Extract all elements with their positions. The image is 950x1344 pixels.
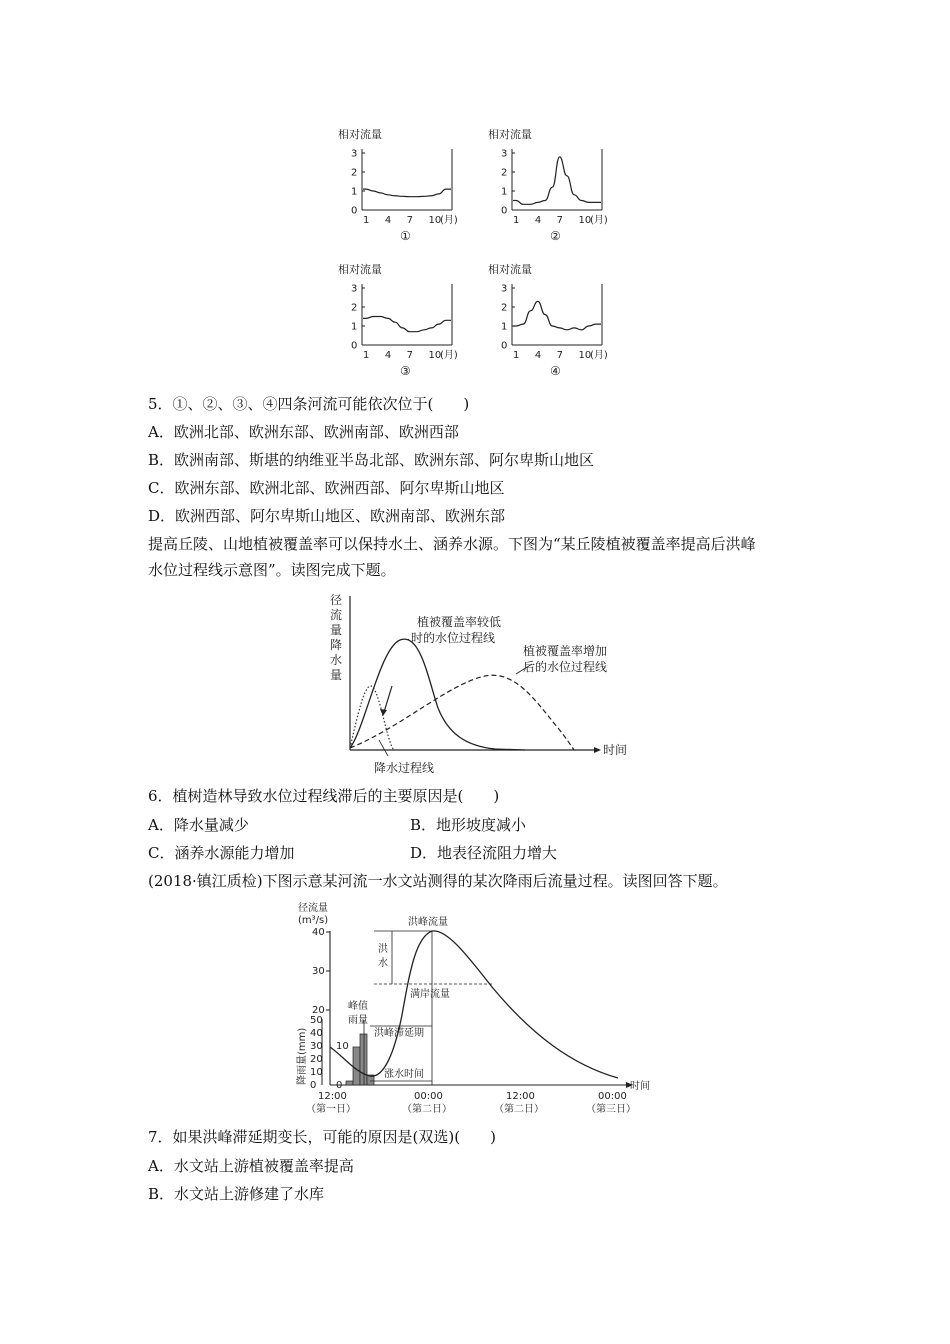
fig2-ylabel — [330, 593, 342, 682]
svg-text:20: 20 — [310, 1054, 323, 1065]
svg-text:12:00: 12:00 — [318, 1091, 347, 1102]
fig2-ylabel-1: 径 — [330, 593, 343, 607]
q7-option-b[interactable]: B．水文站上游修建了水库 — [148, 1185, 325, 1203]
fig1-panel-id: ① — [400, 229, 411, 243]
fig3-rain-bars — [346, 1034, 374, 1085]
q6-stem: 6．植树造林导致水位过程线滞后的主要原因是( ) — [148, 787, 500, 805]
fig2-label-low-1: 植被覆盖率较低 — [417, 615, 502, 629]
intro2-line1: 提高丘陵、山地植被覆盖率可以保持水土、涵养水源。下图为“某丘陵植被覆盖率提高后洪峰 — [148, 535, 756, 553]
fig1-ytick: 2 — [351, 302, 358, 314]
fig3-ylabel-1: 径流量 — [298, 903, 328, 914]
fig3-peak-label: 洪峰流量 — [408, 917, 448, 928]
svg-text:（第三日）: （第三日） — [586, 1104, 636, 1115]
fig1-xtick: 7 — [406, 350, 414, 361]
q7-option-a[interactable]: A．水文站上游植被覆盖率提高 — [148, 1157, 354, 1175]
fig1-river-flow-charts — [330, 120, 630, 390]
fig2-label-high-2: 后的水位过程线 — [523, 660, 608, 674]
fig1-flow-curve — [363, 189, 451, 197]
fig1-ytick: 0 — [501, 340, 508, 352]
fig2-label-rain: 降水过程线 — [374, 761, 435, 775]
fig2-xlabel: 时间 — [603, 743, 628, 757]
fig1-panel-1 — [338, 127, 458, 243]
fig3-flood-hydrograph — [292, 895, 664, 1120]
fig3-xlabel: 时间 — [630, 1081, 650, 1092]
fig3-ytick-30: 30 — [312, 966, 325, 977]
svg-text:（第二日）: （第二日） — [402, 1104, 452, 1115]
fig3-xticks — [306, 1091, 636, 1115]
fig1-ytick: 1 — [501, 186, 508, 198]
q6-option-b[interactable]: B．地形坡度减小 — [410, 816, 527, 834]
fig1-flow-curve — [363, 317, 451, 332]
fig1-xtick: 1 — [363, 215, 370, 226]
svg-text:50: 50 — [310, 1015, 323, 1026]
fig2-shift-arrow — [384, 686, 392, 712]
svg-text:0: 0 — [310, 1080, 317, 1091]
fig2-ylabel-2: 流 — [330, 608, 343, 622]
fig1-panel-id: ④ — [550, 364, 561, 378]
fig3-inner-tick-0: 0 — [336, 1080, 343, 1091]
fig1-flow-curve — [513, 301, 601, 330]
svg-text:40: 40 — [310, 1028, 323, 1039]
fig1-xunit: (月) — [440, 215, 458, 226]
fig3-flow-curve — [330, 931, 618, 1078]
fig1-xtick: 4 — [384, 215, 392, 226]
fig1-ylabel: 相对流量 — [488, 128, 532, 141]
q5-option-b[interactable]: B．欧洲南部、斯堪的纳维亚半岛北部、欧洲东部、阿尔卑斯山地区 — [148, 451, 595, 469]
fig1-xtick: 1 — [513, 215, 520, 226]
fig1-ytick: 0 — [501, 205, 508, 217]
fig1-xunit: (月) — [440, 350, 458, 361]
fig1-xtick: 1 — [513, 350, 520, 361]
svg-text:30: 30 — [310, 1041, 323, 1052]
svg-text:00:00: 00:00 — [598, 1091, 627, 1102]
fig3-rise-label: 涨水时间 — [384, 1069, 424, 1080]
fig1-xtick: 7 — [556, 215, 564, 226]
fig1-xtick: 10 — [578, 215, 592, 226]
fig1-xunit: (月) — [590, 350, 608, 361]
svg-text:00:00: 00:00 — [414, 1091, 443, 1102]
fig1-ytick: 1 — [351, 321, 358, 333]
fig1-flow-curve — [513, 157, 601, 205]
fig1-ytick: 1 — [351, 186, 358, 198]
fig1-ylabel: 相对流量 — [488, 263, 532, 276]
fig1-xtick: 4 — [384, 350, 392, 361]
fig1-ytick: 3 — [351, 148, 358, 160]
fig3-ytick-20: 20 — [312, 1005, 325, 1016]
fig1-ytick: 1 — [501, 321, 508, 333]
fig2-vegetation-hydrograph — [320, 588, 640, 780]
fig3-inner-tick-10: 10 — [336, 1041, 349, 1052]
q6-option-c[interactable]: C．涵养水源能力增加 — [148, 844, 295, 862]
fig1-xtick: 4 — [534, 215, 542, 226]
fig1-ytick: 2 — [351, 167, 358, 179]
fig1-panel-2 — [488, 127, 608, 243]
intro3: (2018·镇江质检)下图示意某河流一水文站测得的某次降雨后流量过程。读图回答下题。 — [148, 872, 728, 890]
fig1-ytick: 2 — [501, 302, 508, 314]
q5-stem: 5．①、②、③、④四条河流可能依次位于( ) — [148, 395, 470, 413]
fig1-panel-3 — [338, 262, 458, 378]
q6-option-a[interactable]: A．降水量减少 — [148, 816, 249, 834]
q6-option-d[interactable]: D．地表径流阻力增大 — [410, 844, 558, 862]
fig1-panel-id: ② — [550, 229, 561, 243]
fig1-xtick: 10 — [428, 350, 442, 361]
fig1-xtick: 1 — [363, 350, 370, 361]
fig1-ytick: 0 — [351, 205, 358, 217]
intro2-line2: 水位过程线示意图”。读图完成下题。 — [148, 561, 396, 579]
q7-stem: 7．如果洪峰滞延期变长，可能的原因是(双选)( ) — [148, 1128, 496, 1146]
fig1-ytick: 3 — [501, 283, 508, 295]
fig3-bankfull-label: 满岸流量 — [410, 989, 450, 1000]
q5-option-c[interactable]: C．欧洲东部、欧洲北部、欧洲西部、阿尔卑斯山地区 — [148, 479, 505, 497]
fig2-ylabel-4: 降 — [330, 638, 343, 652]
svg-text:（第二日）: （第二日） — [494, 1104, 544, 1115]
fig3-yticks — [312, 927, 330, 1016]
fig1-xtick: 4 — [534, 350, 542, 361]
fig3-flood-label-2: 水 — [378, 958, 388, 969]
fig2-ylabel-6: 量 — [330, 668, 343, 682]
fig3-ytick-40: 40 — [312, 927, 325, 938]
fig1-ylabel: 相对流量 — [338, 263, 382, 276]
fig1-xunit: (月) — [590, 215, 608, 226]
fig1-ytick: 0 — [351, 340, 358, 352]
fig3-rain-ylabel: 降雨量(mm) — [297, 1027, 308, 1085]
svg-text:10: 10 — [310, 1067, 323, 1078]
fig3-peak-rain-1: 峰值 — [348, 1001, 368, 1012]
fig2-ylabel-5: 水 — [330, 653, 343, 667]
fig1-ytick: 3 — [351, 283, 358, 295]
fig1-ytick: 2 — [501, 167, 508, 179]
fig1-panel-4 — [488, 262, 608, 378]
fig1-xtick: 10 — [578, 350, 592, 361]
fig2-label-high-1: 植被覆盖率增加 — [523, 644, 608, 658]
q5-option-d[interactable]: D．欧洲西部、阿尔卑斯山地区、欧洲南部、欧洲东部 — [148, 507, 506, 525]
fig1-xtick: 7 — [556, 350, 564, 361]
fig3-peak-rain-2: 雨量 — [348, 1015, 368, 1026]
fig3-flood-label-1: 洪 — [378, 944, 388, 955]
fig2-rain-curve — [350, 686, 394, 750]
fig1-xtick: 7 — [406, 215, 414, 226]
fig3-ylabel-2: (m³/s) — [298, 915, 329, 926]
fig1-panel-id: ③ — [400, 364, 411, 378]
fig1-ylabel: 相对流量 — [338, 128, 382, 141]
fig3-lag-label: 洪峰滞延期 — [374, 1028, 424, 1039]
svg-text:12:00: 12:00 — [506, 1091, 535, 1102]
fig2-label-low-2: 时的水位过程线 — [411, 631, 496, 645]
fig1-xtick: 10 — [428, 215, 442, 226]
q5-option-a[interactable]: A．欧洲北部、欧洲东部、欧洲南部、欧洲西部 — [148, 423, 459, 441]
fig2-ylabel-3: 量 — [330, 623, 343, 637]
fig1-ytick: 3 — [501, 148, 508, 160]
svg-text:（第一日）: （第一日） — [306, 1104, 356, 1115]
fig3-rain-ticks — [310, 1015, 323, 1091]
